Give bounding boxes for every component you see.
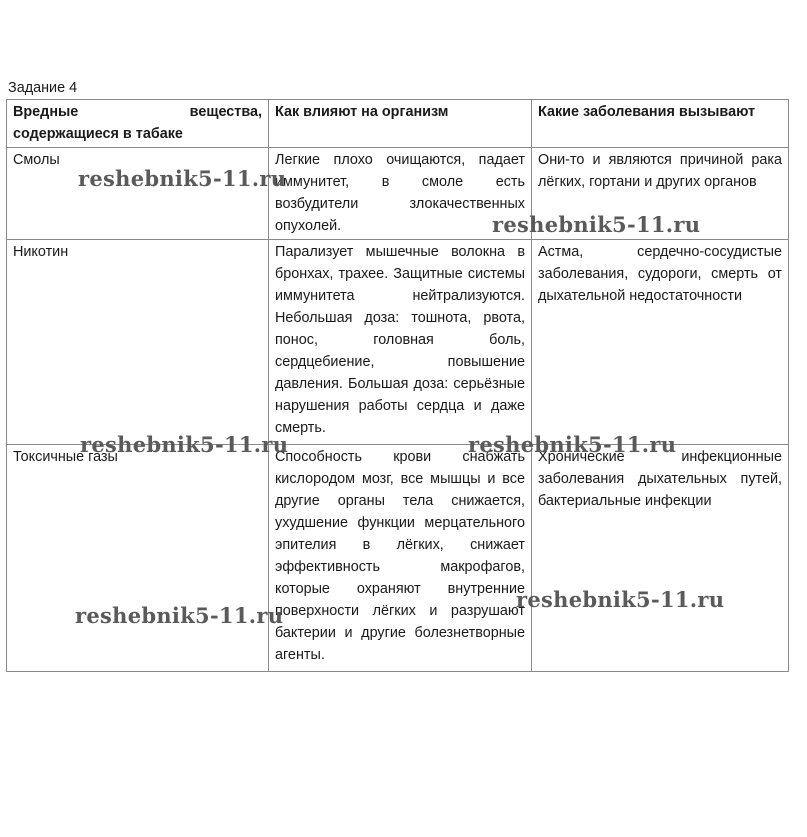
header-effect: Как влияют на организм xyxy=(269,100,532,148)
cell-substance: Смолы xyxy=(7,148,269,240)
watermark-text: reshebnik5-11.ru xyxy=(468,432,677,457)
header-substances: Вредные вещества, содержащиеся в табаке xyxy=(7,100,269,148)
table-row xyxy=(7,240,789,445)
cell-substance: Токсичные газы xyxy=(7,445,269,672)
cell-diseases: Они-то и являются причиной рака лёгких, гортани и других органов xyxy=(532,148,789,240)
cell-diseases: Астма, сердечно-сосудистые заболевания, судороги, смерть от дыхательной недостаточности xyxy=(532,240,789,445)
table-row xyxy=(7,445,789,672)
cell-effect: Способность крови снабжать кислородом мозг, все мышцы и все другие органы тела снижается, ухудшение функции мерцательного эпителия в лёгких, снижает эффективность макрофагов, которые охраняют внутренние поверхности лёгких и разрушают бактерии и другие болезнетворные агенты. xyxy=(269,445,532,672)
watermark-text: reshebnik5-11.ru xyxy=(75,603,284,628)
cell-diseases: Хронические инфекционные заболевания дыхательных путей, бактериальные инфекции xyxy=(532,445,789,672)
cell-effect: Парализует мышечные волокна в бронхах, трахее. Защитные системы иммунитета нейтрализуются. Небольшая доза: тошнота, рвота, понос, головная боль, сердцебиение, повышение давления. Большая доза: серьёзные нарушения работы сердца и даже смерть. xyxy=(269,240,532,445)
watermark-text: reshebnik5-11.ru xyxy=(516,587,725,612)
table-header-row xyxy=(7,100,789,148)
watermark-text: reshebnik5-11.ru xyxy=(78,166,287,191)
watermark-text: reshebnik5-11.ru xyxy=(492,212,701,237)
cell-substance: Никотин xyxy=(7,240,269,445)
watermark-text: reshebnik5-11.ru xyxy=(80,432,289,457)
cell-effect: Легкие плохо очищаются, падает иммунитет, в смоле есть возбудители злокачественных опухолей. xyxy=(269,148,532,240)
header-diseases: Какие заболевания вызывают xyxy=(532,100,789,148)
task-title: Задание 4 xyxy=(8,80,78,96)
